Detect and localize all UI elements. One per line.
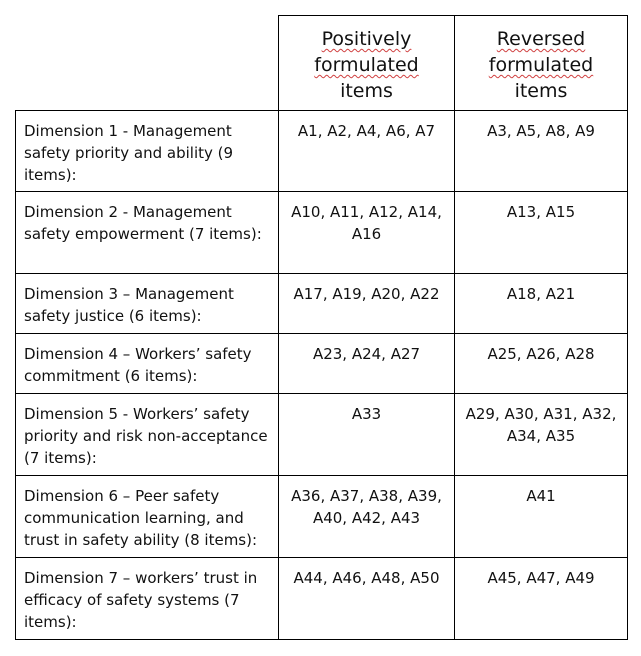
positive-items-cell: A1, A2, A4, A6, A7 xyxy=(279,111,455,192)
positive-header-line-1: Positively xyxy=(321,28,412,50)
positive-header-line-2: formulated xyxy=(314,54,419,76)
dimension-cell: Dimension 4 – Workers’ safety commitment (6 items): xyxy=(16,334,279,394)
positive-items-cell: A10, A11, A12, A14, A16 xyxy=(279,192,455,274)
reversed-items-cell: A29, A30, A31, A32, A34, A35 xyxy=(455,394,628,476)
reversed-items-cell: A45, A47, A49 xyxy=(455,558,628,640)
table-row xyxy=(16,558,628,640)
positive-items-cell: A44, A46, A48, A50 xyxy=(279,558,455,640)
positive-items-cell: A17, A19, A20, A22 xyxy=(279,274,455,334)
table-row xyxy=(16,476,628,558)
positive-items-cell: A36, A37, A38, A39, A40, A42, A43 xyxy=(279,476,455,558)
reversed-items-cell: A18, A21 xyxy=(455,274,628,334)
header-row xyxy=(16,16,628,111)
positive-header xyxy=(279,16,455,111)
reversed-header-line-3: items xyxy=(514,80,568,102)
dimensions-table xyxy=(15,15,628,640)
dimension-cell: Dimension 1 - Management safety priority and ability (9 items): xyxy=(16,111,279,192)
table-row xyxy=(16,192,628,274)
reversed-items-cell: A25, A26, A28 xyxy=(455,334,628,394)
positive-items-cell: A33 xyxy=(279,394,455,476)
table-row xyxy=(16,111,628,192)
reversed-header-line-1: Reversed xyxy=(496,28,586,50)
reversed-items-cell: A13, A15 xyxy=(455,192,628,274)
reversed-header xyxy=(455,16,628,111)
dimension-cell: Dimension 6 – Peer safety communication learning, and trust in safety ability (8 items): xyxy=(16,476,279,558)
dimension-cell: Dimension 7 – workers’ trust in efficacy of safety systems (7 items): xyxy=(16,558,279,640)
dimension-cell: Dimension 2 - Management safety empowerment (7 items): xyxy=(16,192,279,274)
positive-items-cell: A23, A24, A27 xyxy=(279,334,455,394)
reversed-header-line-2: formulated xyxy=(488,54,594,76)
reversed-items-cell: A3, A5, A8, A9 xyxy=(455,111,628,192)
reversed-items-cell: A41 xyxy=(455,476,628,558)
table-row xyxy=(16,394,628,476)
positive-header-line-3: items xyxy=(340,80,393,102)
dimension-cell: Dimension 5 - Workers’ safety priority and risk non-acceptance (7 items): xyxy=(16,394,279,476)
blank-header-cell xyxy=(16,16,279,111)
dimension-cell: Dimension 3 – Management safety justice (6 items): xyxy=(16,274,279,334)
table-row xyxy=(16,334,628,394)
table-row xyxy=(16,274,628,334)
